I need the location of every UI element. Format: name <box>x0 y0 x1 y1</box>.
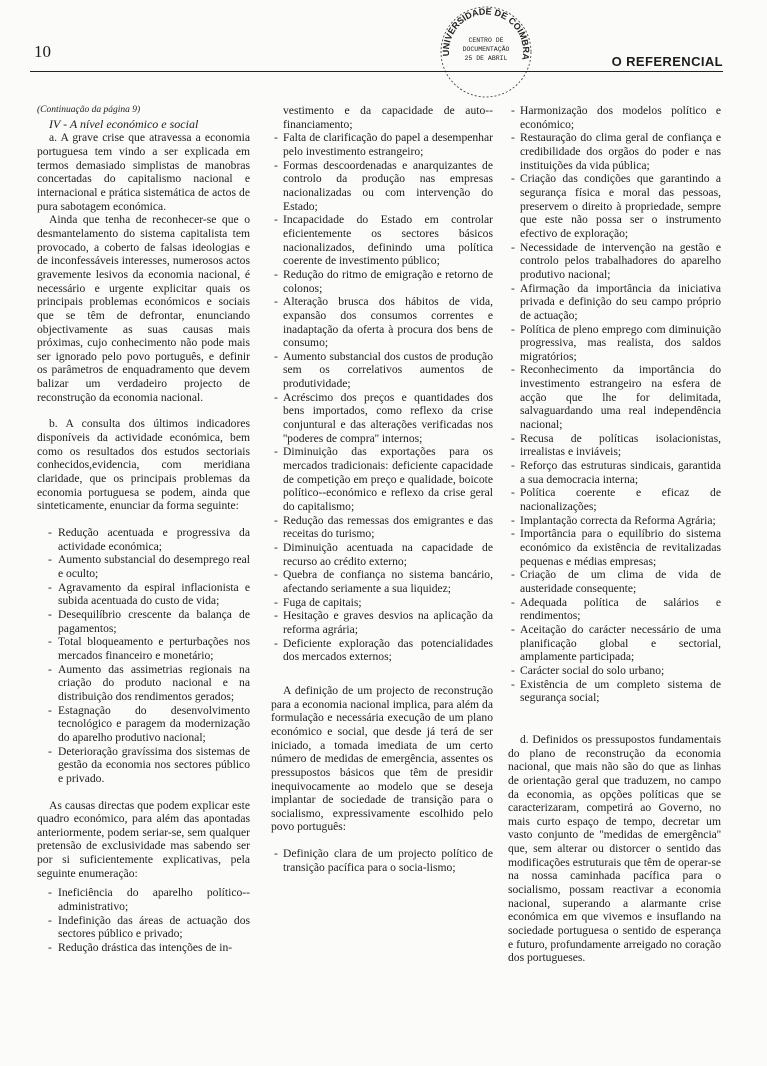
list-item: - Redução drástica das intenções de in- <box>45 941 250 955</box>
list-item: - Criação de um clima de vida de austeridade consequente; <box>508 568 721 595</box>
paragraph-a-cont: Ainda que tenha de reconhecer-se que o desmantelamento do sistema capitalista tem provocado, a coberto de falsas ideologias e de inconfessáveis interesses, numerosos actos gravemente lesivos da economia nacional, é necessário e urgente explicitar quais os principais problemas económicos e sociais que se têm de defrontar, enunciando objectivamente as suas causas mais próximas, cujo conhecimento não pode mais ser ignorado pelo povo português, e definir os parâmetros de enquadramento que devem balizar um verdadeiro projecto de reconstrução da economia nacional. <box>37 213 250 404</box>
list-item: - Aumento substancial do desemprego real e oculto; <box>45 553 250 580</box>
list-item: - Carácter social do solo urbano; <box>508 664 721 678</box>
list-item: - Deficiente exploração das potencialidades dos mercados externos; <box>271 637 493 664</box>
list-item: - Reforço das estruturas sindicais, garantida a sua democracia interna; <box>508 459 721 486</box>
archive-stamp <box>436 2 536 102</box>
list-item: - Reconhecimento da importância do investimento estrangeiro na esfera de acção que lhe for delimitada, salvaguardando uma real independência nacional; <box>508 363 721 431</box>
list-item: - Importância para o equilíbrio do sistema económico da existência de revitalizadas pequenas e médias empresas; <box>508 527 721 568</box>
list-item: - Redução acentuada e progressiva da actividade económica; <box>45 526 250 553</box>
svg-text:DOCUMENTAÇÃO: DOCUMENTAÇÃO <box>462 46 510 53</box>
paragraph-a: a. A grave crise que atravessa a economia portuguesa tem vindo a ser explicada em termos demasiado simplistas de manobras concertadas do capitalismo nacional e internacional e prática sistemática de actos de pura sabotagem económica. <box>37 131 250 213</box>
list-item: - Desequilíbrio crescente da balança de pagamentos; <box>45 608 250 635</box>
list-item: - Aumento das assimetrias regionais na criação do produto nacional e na distribuição dos rendimentos gerados; <box>45 663 250 704</box>
list-item: - Afirmação da importância da iniciativa privada e definição do seu campo próprio de actuação; <box>508 282 721 323</box>
list-item: - Necessidade de intervenção na gestão e controlo pelos trabalhadores do aparelho produtivo nacional; <box>508 241 721 282</box>
list-item: - Recusa de políticas isolacionistas, irrealistas e inviáveis; <box>508 432 721 459</box>
list-item: - Harmonização dos modelos político e económico; <box>508 104 721 131</box>
paragraph-d: d. Definidos os pressupostos fundamentais do plano de reconstrução da economia nacional, que mais não são do que as linhas de orientação geral que traduzem, no campo da economia, as opções políticas que se caracterizaram, competirá ao Governo, no mais curto espaço de tempo, decretar um vasto conjunto de ''medidas de emergência'' que, sem alterar ou distorcer o sentido das modificações estruturais que têm de operar-se na nossa caminhada pacífica para o socialismo, possam reactivar a economia nacional, superando a alarmante crise económica em que vivemos e insuflando na sociedade portuguesa o sentido de esperança e futuro, profundamente arreigado no coração dos portugueses. <box>508 732 721 965</box>
column-2 <box>271 104 493 874</box>
list-item: - Redução do ritmo de emigração e retorno de colonos; <box>271 268 493 295</box>
svg-text:25 DE ABRIL: 25 DE ABRIL <box>464 55 508 62</box>
continued-note: (Continuação da página 9) <box>37 105 141 115</box>
list-item: - Quebra de confiança no sistema bancário, afectando seriamente a sua liquidez; <box>271 568 493 595</box>
list-item: - Política coerente e eficaz de nacionalizações; <box>508 486 721 513</box>
list-item: - Fuga de capitais; <box>271 596 493 610</box>
paragraph-c: A definição de um projecto de reconstrução para a economia nacional implica, para além da formulação e necessária execução de um plano económico e social, que desde já terá de ser iniciado, a tomada imediata de um certo número de medidas de emergência, assentes os pressupostos básicos que têm de presidir inequivocamente ao modelo que se deseja implantar de sociedade de transição para o socialismo, expressivamente escolhido pelo povo português: <box>271 683 493 834</box>
list-item: - Restauração do clima geral de confiança e credibilidade dos orgãos do poder e nas instituições da vida pública; <box>508 131 721 172</box>
list-item: - Criação das condições que garantindo a segurança física e moral das pessoas, preservem o direito à propriedade, sempre que este não possa ser o instrumento efectivo de exploração; <box>508 172 721 240</box>
list-item: - Hesitação e graves desvios na aplicação da reforma agrária; <box>271 609 493 636</box>
list-item: - Estagnação do desenvolvimento tecnológico e paragem da modernização do aparelho produtivo nacional; <box>45 704 250 745</box>
list-item: vestimento e da capacidade de auto--financiamento; <box>283 104 493 131</box>
list-item: - Deterioração gravíssima dos sistemas de gestão da economia nos sectores público e privado. <box>45 745 250 786</box>
list-item: - Adequada política de salários e rendimentos; <box>508 596 721 623</box>
list-item: - Falta de clarificação do papel a desempenhar pelo investimento estrangeiro; <box>271 131 493 158</box>
causes-list-continued <box>271 104 493 664</box>
problems-list <box>45 526 250 785</box>
list-item: - Diminuição acentuada na capacidade de recurso ao crédito externo; <box>271 541 493 568</box>
page-number: 10 <box>34 42 51 61</box>
column-1 <box>37 104 250 955</box>
list-item: - Acréscimo dos preços e quantidades dos bens importados, como reflexo da crise conjuntural e das alterações verificadas nos ''poderes de compra'' internos; <box>271 391 493 446</box>
list-item: - Ineficiência do aparelho político--administrativo; <box>45 886 250 913</box>
list-item: - Definição clara de um projecto político de transição pacífica para o socia-lismo; <box>271 847 493 874</box>
causes-list <box>45 886 250 954</box>
list-item: - Implantação correcta da Reforma Agrária; <box>508 514 721 528</box>
list-item: - Aumento substancial dos custos de produção sem os correlativos aumentos de produtividade; <box>271 350 493 391</box>
measures-list-continued <box>508 104 721 705</box>
paragraph-causes: As causas directas que podem explicar este quadro económico, para além das apontadas anteriormente, podem seriar-se, sem qualquer pretensão de exclusividade mas sabendo ser por si suficientemente explicativas, pela seguinte enumeração: <box>37 798 250 880</box>
paragraph-b: b. A consulta dos últimos indicadores disponíveis da actividade económica, bem como os resultados dos estudos sectoriais conhecidos,evidencia, com meridiana claridade, que os principais problemas da economia portuguesa se podem, ainda que sinteticamente, enunciar da forma seguinte: <box>37 417 250 513</box>
list-item: - Redução das remessas dos emigrantes e das receitas do turismo; <box>271 514 493 541</box>
svg-text:CENTRO DE: CENTRO DE <box>468 37 504 44</box>
measures-list <box>271 847 493 874</box>
list-item: - Incapacidade do Estado em controlar eficientemente os sectores básicos nacionalizados, definindo uma política coerente de investimento público; <box>271 213 493 268</box>
list-item: - Política de pleno emprego com diminuição progressiva, mas realista, dos saldos migratórios; <box>508 323 721 364</box>
journal-title: O REFERENCIAL <box>611 54 723 69</box>
list-item: - Existência de um completo sistema de segurança social; <box>508 678 721 705</box>
list-item: - Aceitação do carácter necessário de uma planificação global e sectorial, amplamente participada; <box>508 623 721 664</box>
list-item: - Indefinição das áreas de actuação dos sectores público e privado; <box>45 914 250 941</box>
list-item: - Agravamento da espiral inflacionista e subida acentuada do custo de vida; <box>45 581 250 608</box>
list-item: - Diminuição das exportações para os mercados tradicionais: deficiente capacidade de competição em preço e qualidade, boicote político--económico e reflexo da crise geral do capitalismo; <box>271 445 493 513</box>
svg-text:UNIVERSIDADE DE COIMBRA: UNIVERSIDADE DE COIMBRA <box>440 6 532 61</box>
section-heading: IV - A nível económico e social <box>49 116 199 131</box>
list-item: - Total bloqueamento e perturbações nos mercados financeiro e monetário; <box>45 635 250 662</box>
list-item: - Alteração brusca dos hábitos de vida, expansão dos consumos correntes e inadaptação da oferta à procura dos bens de consumo; <box>271 295 493 350</box>
header-rule <box>30 71 723 72</box>
list-item: - Formas descoordenadas e anarquizantes de controlo da produção nas empresas nacionalizadas ou com intervenção do Estado; <box>271 159 493 214</box>
column-3 <box>508 104 721 965</box>
